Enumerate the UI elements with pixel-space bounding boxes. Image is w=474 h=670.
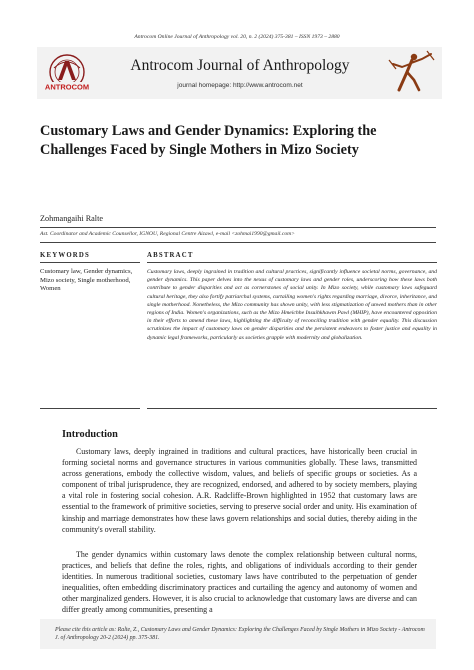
- antrocom-logo-icon: [38, 48, 96, 98]
- cave-painting-figure-icon: [381, 48, 439, 98]
- introduction-paragraph-2: The gender dynamics within customary laws denote the complex relationship between cultural norms, practices, and beliefs that define the roles, rights, and obligations of individuals according to their gender identities. In numerous traditional societies, customary laws have contributed to the perpetuation of gender inequalities, often embedding discriminatory practices and curtailing the agency and autonomy of women and other marginalized genders. However, it is also crucial to acknowledge that customary laws are diverse and can differ greatly among communities, presenting a: [62, 550, 417, 615]
- citation-text: Please cite this article as: Ralte, Z., Customary Laws and Gender Dynamics: Exploring the Challenges Faced by Single Mothers in Mizo Society - Antrocom J. of Anthropology 20-2 (2024) pp. 375-381.: [55, 627, 425, 641]
- introduction-paragraph-1: Customary laws, deeply ingrained in traditions and cultural practices, have historically been crucial in forming societal norms and governance structures in various communities globally. These laws, transmitted across generations, embody the collective wisdom, values, and beliefs of specific groups or societies. As a component of tribal jurisprudence, they are recognized, endorsed, and adhered to by society members, playing a vital role in fostering social cohesion. A.R. Radcliffe-Brown highlighted in 1952 that customary laws are essential to the framework of primitive societies, serving to preserve social order and unity. His examination of kinship and marriage demonstrates how these laws govern relationships and social duties, thereby aiding in the community's overall stability.: [62, 447, 417, 534]
- abstract-text: Customary laws, deeply ingrained in tradition and cultural practices, significantly influence societal norms, governance, and gender dynamics. This paper delves into the nexus of customary laws and gender roles, underscoring how these laws both contribute to gender disparities and act as cornerstones of social unity. In Mizo society, while customary laws safeguard cultural heritage, they also fortify patriarchal systems, curtailing women's rights regarding marriage, divorce, inheritance, and single motherhood. Nonetheless, the Mizo community has shown unity, with less stigmatization of unwed mothers than in other regions of India. Women's organizations, such as the Mizo Hmeichhe Insuihkhawm Pawl (MHIP), have encountered opposition in their efforts to amend these laws, highlighting the difficulty of reconciling tradition with gender equality. This discussion scrutinizes the impact of customary laws on gender disparities and the persistent endeavors to foster justice and equality in dynamic legal frameworks, particularly as societies grapple with modernity and globalization.: [147, 269, 437, 341]
- journal-issue-line: Antrocom Online Journal of Anthropology vol. 20, n. 2 (2024) 375-381 – ISSN 1973 – 2880: [134, 34, 340, 40]
- keywords-bottom-divider: [40, 408, 140, 409]
- author-divider: [40, 227, 436, 228]
- svg-text:ANTROCOM: ANTROCOM: [44, 82, 90, 92]
- journal-homepage-link[interactable]: journal homepage: http://www.antrocom.net: [177, 82, 303, 89]
- article-title: Customary Laws and Gender Dynamics: Exploring the Challenges Faced by Single Mothers in Mizo Society: [40, 123, 377, 158]
- abstract-heading: ABSTRACT: [147, 252, 194, 259]
- abstract-heading-divider: [147, 262, 437, 263]
- affiliation-divider: [40, 242, 436, 243]
- keywords-heading: KEYWORDS: [40, 252, 91, 259]
- author-affiliation: Ast. Coordinator and Academic Counsellor, IGNOU, Regional Centre Aizawl, e-mail <zohmai1990@gmail.com>: [40, 231, 295, 237]
- abstract-bottom-divider: [147, 408, 437, 409]
- journal-title: Antrocom Journal of Anthropology: [130, 57, 350, 74]
- keywords-list: Customary law, Gender dynamics, Mizo society, Single motherhood, Women: [40, 268, 133, 293]
- keywords-heading-divider: [40, 262, 140, 263]
- author-name: Zohmangaihi Ralte: [40, 214, 103, 223]
- introduction-heading: Introduction: [62, 429, 118, 440]
